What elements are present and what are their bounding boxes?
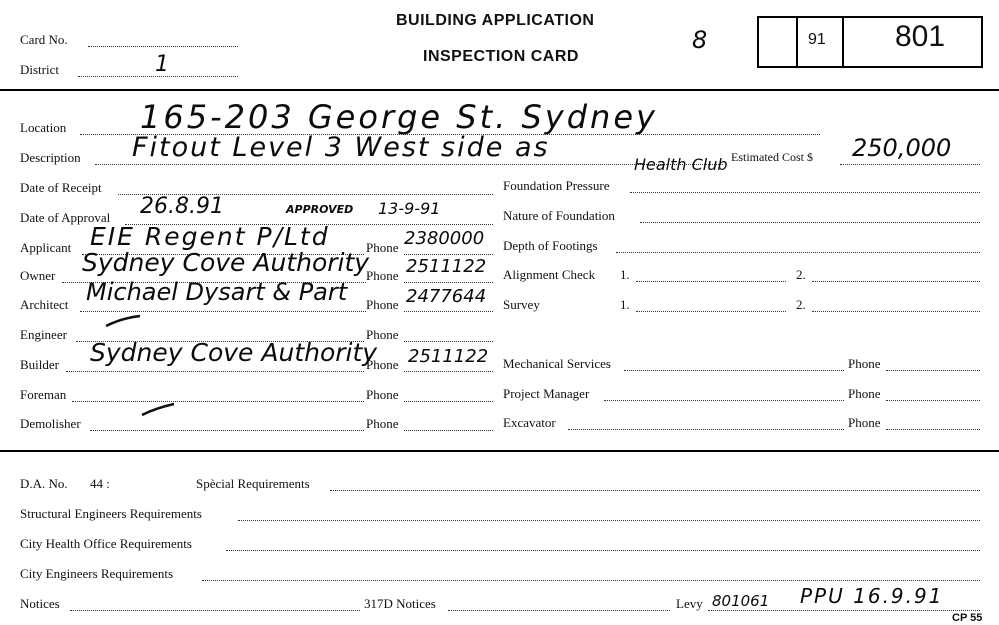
excavator-label: Excavator: [503, 415, 556, 430]
owner-phone-line[interactable]: [404, 282, 493, 283]
estimated-cost-line[interactable]: [840, 164, 980, 165]
foundation-pressure-line[interactable]: [630, 192, 980, 193]
engineer-phone-line[interactable]: [404, 341, 493, 342]
alignment-check-label: Alignment Check: [503, 267, 596, 282]
project-manager-label: Project Manager: [503, 386, 590, 401]
alignment-1-line[interactable]: [636, 281, 786, 282]
engineer-phone-label: Phone: [366, 327, 399, 342]
approval-note-date: 13-9-91: [378, 199, 441, 218]
owner-value: Sydney Cove Authority: [82, 248, 370, 277]
date-receipt-label: Date of Receipt: [20, 180, 102, 195]
survey-label: Survey: [503, 297, 540, 312]
alignment-2-label: 2.: [796, 267, 806, 282]
notices-label: Notices: [20, 596, 60, 611]
owner-phone-label: Phone: [366, 268, 399, 283]
notices-line[interactable]: [70, 610, 360, 611]
description-value-2: Health Club: [634, 155, 728, 174]
demolisher-line[interactable]: [90, 430, 364, 431]
notices-317d-line[interactable]: [448, 610, 670, 611]
owner-label: Owner: [20, 268, 56, 283]
card-no-label: Card No.: [20, 32, 68, 47]
foundation-pressure-label: Foundation Pressure: [503, 178, 610, 193]
title-line-2: INSPECTION CARD: [423, 48, 579, 65]
card-no-line[interactable]: [88, 46, 238, 47]
header-rule: [0, 89, 999, 91]
mechanical-phone-line[interactable]: [886, 370, 980, 371]
estimated-cost-value: 250,000: [852, 134, 952, 162]
location-label: Location: [20, 120, 67, 135]
foreman-line[interactable]: [72, 401, 364, 402]
levy-note: PPU 16.9.91: [800, 584, 944, 608]
builder-phone-line[interactable]: [404, 371, 493, 372]
project-manager-phone-line[interactable]: [886, 400, 980, 401]
excavator-phone-line[interactable]: [886, 429, 980, 430]
alignment-2-line[interactable]: [812, 281, 980, 282]
survey-1-line[interactable]: [636, 311, 786, 312]
project-manager-phone-label: Phone: [848, 386, 881, 401]
architect-line[interactable]: [80, 311, 366, 312]
description-label: Description: [20, 150, 81, 165]
description-value: Fitout Level 3 West side as: [132, 132, 550, 163]
requirements-rule: [0, 450, 999, 452]
foreman-phone-line[interactable]: [404, 401, 493, 402]
special-requirements-label: Spècial Requirements: [196, 476, 310, 491]
city-engineers-line[interactable]: [202, 580, 980, 581]
da-no-value: 44 :: [90, 476, 110, 491]
side-mark: 8: [692, 26, 708, 54]
engineer-label: Engineer: [20, 327, 67, 342]
description-line[interactable]: [95, 164, 723, 165]
project-manager-line[interactable]: [604, 400, 844, 401]
applicant-phone-line[interactable]: [404, 254, 493, 255]
engineer-dash-mark: [104, 314, 144, 330]
estimated-cost-label: Estimated Cost $: [731, 150, 813, 164]
alignment-1-label: 1.: [620, 267, 630, 282]
special-requirements-line[interactable]: [330, 490, 980, 491]
district-value: 1: [155, 52, 169, 77]
box-divider-2: [842, 16, 844, 68]
title-line-1: BUILDING APPLICATION: [396, 12, 595, 29]
mechanical-phone-label: Phone: [848, 356, 881, 371]
demolisher-phone-line[interactable]: [404, 430, 493, 431]
health-requirements-label: City Health Office Requirements: [20, 536, 192, 551]
excavator-line[interactable]: [568, 429, 844, 430]
applicant-label: Applicant: [20, 240, 72, 255]
date-approval-label: Date of Approval: [20, 210, 111, 225]
da-no-label: D.A. No.: [20, 476, 68, 491]
structural-requirements-label: Structural Engineers Requirements: [20, 506, 202, 521]
date-approval-value: 26.8.91: [140, 194, 224, 219]
approval-note: APPROVED: [286, 203, 354, 216]
foreman-label: Foreman: [20, 387, 67, 402]
builder-line[interactable]: [66, 371, 364, 372]
mechanical-services-label: Mechanical Services: [503, 356, 611, 371]
owner-phone-value: 2511122: [406, 256, 487, 277]
city-engineers-label: City Engineers Requirements: [20, 566, 174, 581]
builder-phone-value: 2511122: [408, 346, 489, 367]
mechanical-services-line[interactable]: [624, 370, 844, 371]
box-divider-1: [796, 16, 798, 68]
foreman-phone-label: Phone: [366, 387, 399, 402]
notices-317d-label: 317D Notices: [364, 596, 436, 611]
structural-requirements-line[interactable]: [238, 520, 980, 521]
builder-value: Sydney Cove Authority: [90, 338, 378, 367]
architect-phone-label: Phone: [366, 297, 399, 312]
builder-phone-label: Phone: [366, 357, 399, 372]
card-number-box: [757, 16, 983, 68]
card-number-value: 801: [895, 20, 946, 53]
survey-2-label: 2.: [796, 297, 806, 312]
form-code: CP 55: [952, 612, 983, 624]
architect-label: Architect: [20, 297, 69, 312]
demolisher-phone-label: Phone: [366, 416, 399, 431]
applicant-phone-value: 2380000: [404, 228, 485, 249]
levy-label: Levy: [676, 596, 703, 611]
demolisher-dash-mark: [140, 402, 180, 418]
nature-foundation-label: Nature of Foundation: [503, 208, 615, 223]
health-requirements-line[interactable]: [226, 550, 980, 551]
year-value: 91: [808, 31, 826, 48]
levy-value: 801061: [712, 592, 770, 610]
district-label: District: [20, 62, 59, 77]
levy-line[interactable]: [708, 610, 980, 611]
applicant-phone-label: Phone: [366, 240, 399, 255]
nature-foundation-line[interactable]: [640, 222, 980, 223]
applicant-value: EIE Regent P/Ltd: [90, 222, 330, 251]
excavator-phone-label: Phone: [848, 415, 881, 430]
survey-2-line[interactable]: [812, 311, 980, 312]
architect-phone-value: 2477644: [406, 286, 487, 307]
depth-footings-label: Depth of Footings: [503, 238, 598, 253]
builder-label: Builder: [20, 357, 59, 372]
architect-value: Michael Dysart & Part: [86, 278, 348, 306]
depth-footings-line[interactable]: [616, 252, 980, 253]
demolisher-label: Demolisher: [20, 416, 81, 431]
location-value: 165-203 George St. Sydney: [140, 98, 658, 136]
architect-phone-line[interactable]: [404, 311, 493, 312]
survey-1-label: 1.: [620, 297, 630, 312]
